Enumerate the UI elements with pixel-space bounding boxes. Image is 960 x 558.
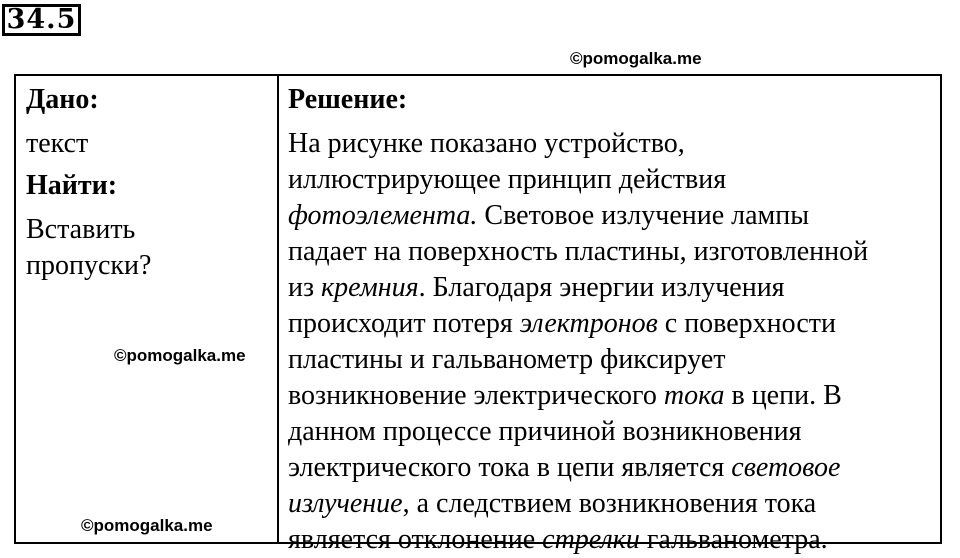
solution-emphasis: излучение [288, 488, 403, 519]
solution-line [288, 270, 938, 306]
given-column [26, 82, 266, 284]
solution-label: Решение: [288, 84, 408, 115]
solution-emphasis: кремния [321, 272, 419, 303]
given-label: Дано: [26, 84, 99, 115]
solution-segment: происходит потеря [288, 308, 520, 339]
solution-segment: . Благодаря энергии излучения [418, 272, 785, 303]
solution-segment: На рисунке показано устройство, [288, 128, 685, 159]
solution-line [288, 522, 938, 558]
problem-number: 34.5 [2, 4, 81, 36]
solution-segment: в цепи. В [724, 380, 842, 411]
find-label: Найти: [26, 170, 118, 201]
solution-line [288, 342, 938, 378]
solution-line [288, 414, 938, 450]
solution-emphasis: стрелки [542, 524, 640, 555]
solution-line [288, 450, 938, 486]
solution-segment: , а следствием возникновения тока [402, 488, 817, 519]
find-value-line-2: пропуски? [26, 250, 152, 281]
solution-segment: данном процессе причиной возникновения [288, 416, 802, 447]
solution-emphasis: электронов [519, 308, 658, 339]
solution-line [288, 378, 938, 414]
solution-segment: иллюстрирующее принцип действия [288, 164, 727, 195]
solution-line [288, 234, 938, 270]
solution-segment: электрического тока в цепи является [288, 452, 732, 483]
solution-segment: гальванометра. [639, 524, 828, 555]
solution-segment: возникновение электрического [288, 380, 664, 411]
solution-column [288, 82, 938, 558]
solution-line [288, 198, 938, 234]
solution-line [288, 306, 938, 342]
solution-emphasis: световое [731, 452, 841, 483]
solution-line [288, 126, 938, 162]
solution-segment: пластины и гальванометр фиксирует [288, 344, 726, 375]
solution-segment: из [288, 272, 322, 303]
solution-line [288, 162, 938, 198]
solution-segment: с поверхности [657, 308, 836, 339]
solution-emphasis: фотоэлемента. [288, 200, 478, 231]
solution-table [14, 74, 942, 555]
given-value: текст [26, 128, 89, 159]
column-divider [277, 76, 279, 542]
solution-segment: падает на поверхность пластины, изготовленной [288, 236, 869, 267]
solution-text [288, 126, 938, 558]
solution-emphasis: тока [663, 380, 725, 411]
solution-segment: является отклонение [288, 524, 543, 555]
watermark-top: ©pomogalka.me [570, 49, 702, 68]
find-value-line-1: Вставить [26, 214, 136, 245]
watermark-bottom: ©pomogalka.me [81, 516, 213, 535]
solution-segment: Световое излучение лампы [477, 200, 810, 231]
solution-line [288, 486, 938, 522]
watermark-middle: ©pomogalka.me [114, 346, 246, 365]
